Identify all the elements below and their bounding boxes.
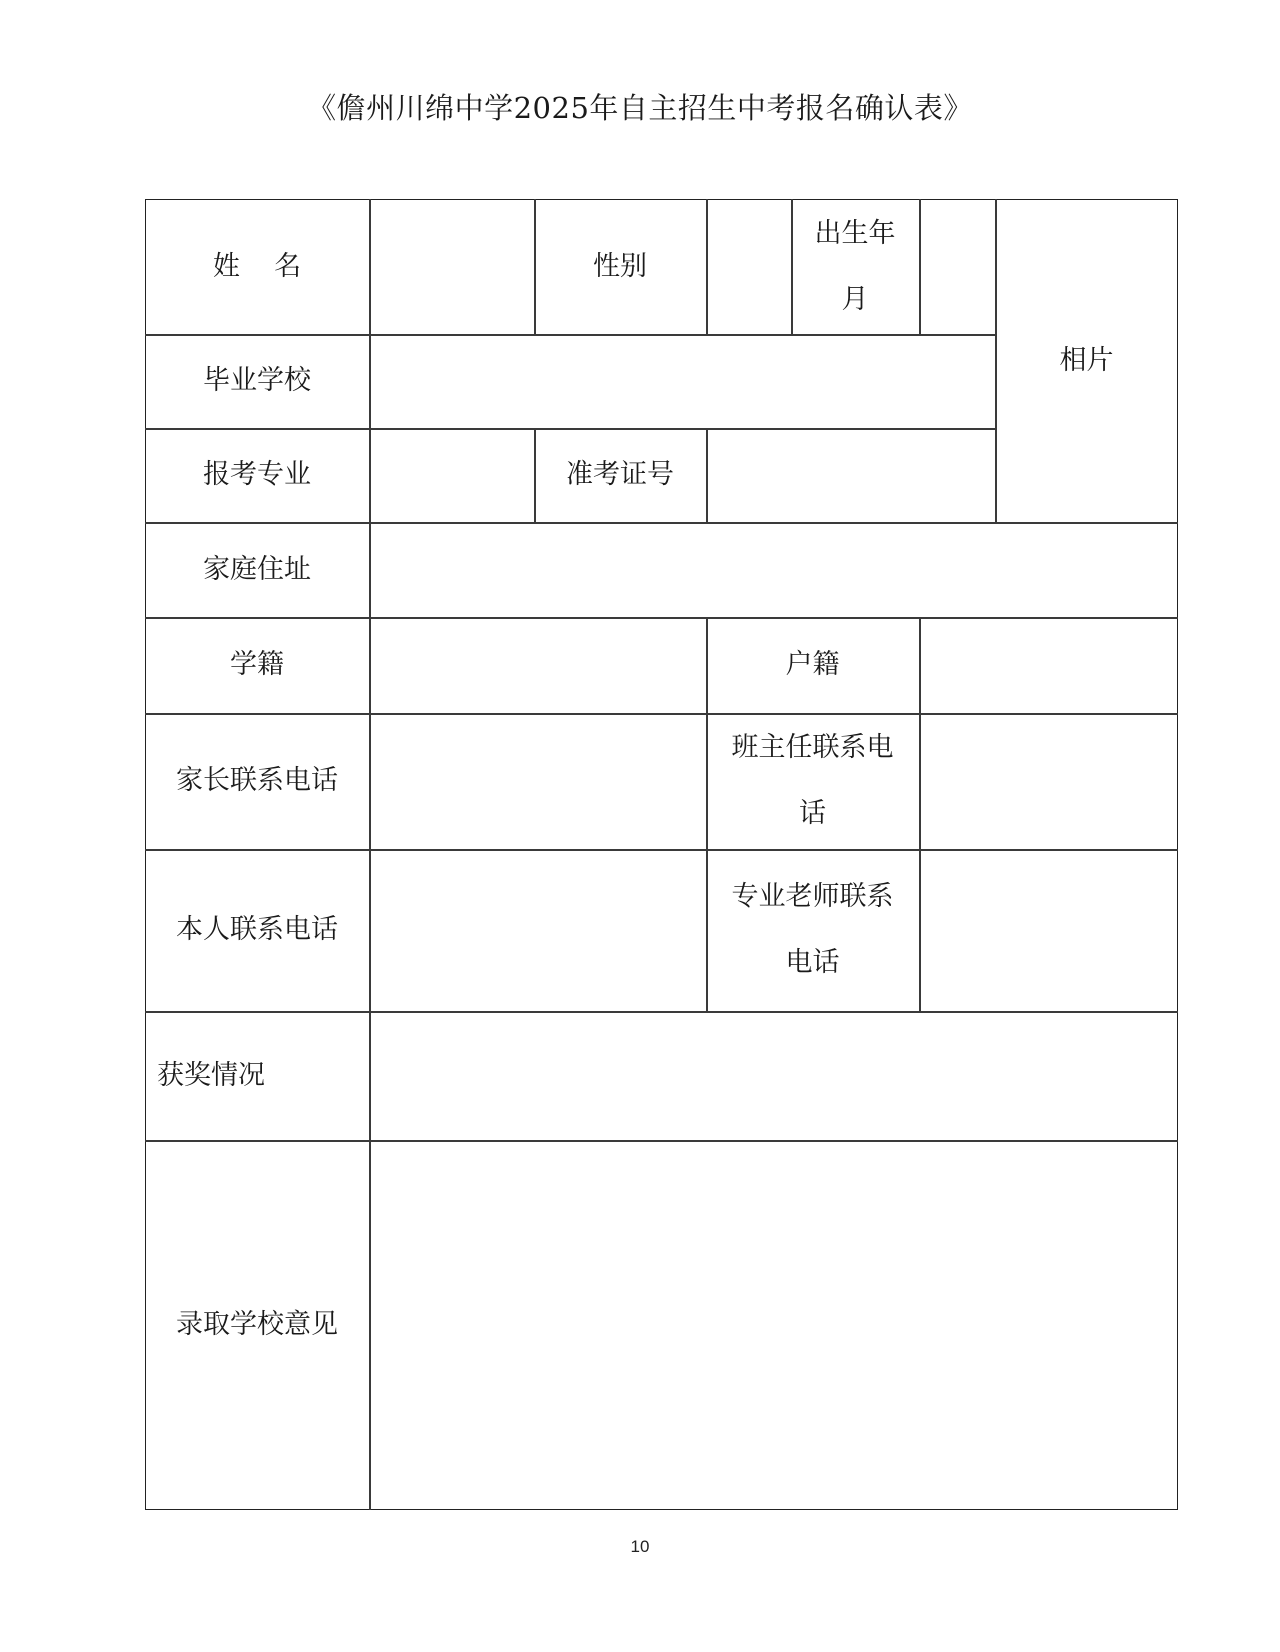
- address-field[interactable]: [369, 522, 1178, 617]
- label-exam-ticket: 准考证号: [566, 459, 674, 490]
- photo-box[interactable]: [995, 199, 1178, 522]
- label-major: 报考专业: [203, 459, 311, 490]
- label-major-teacher-phone: 专业老师联系 电话: [731, 881, 894, 978]
- label-teacher-phone: 班主任联系电 话: [731, 732, 894, 829]
- label-awards: 获奖情况: [157, 1059, 265, 1091]
- label-birth: 出生年 月: [814, 217, 896, 315]
- student-status-field[interactable]: [369, 617, 706, 713]
- household-field[interactable]: [919, 617, 1178, 713]
- major-teacher-phone-field[interactable]: [919, 849, 1178, 1011]
- teacher-phone-field[interactable]: [919, 713, 1178, 849]
- label-address: 家庭住址: [203, 553, 311, 585]
- awards-field[interactable]: [369, 1011, 1178, 1140]
- name-field[interactable]: [369, 199, 534, 334]
- label-admission-opinion: 录取学校意见: [176, 1309, 338, 1340]
- self-phone-field[interactable]: [369, 849, 706, 1011]
- label-photo: 相片: [1059, 344, 1114, 376]
- label-gender: 性别: [593, 250, 647, 282]
- admission-opinion-field[interactable]: [369, 1140, 1178, 1510]
- exam-ticket-field[interactable]: [706, 428, 995, 522]
- graduate-school-field[interactable]: [369, 334, 995, 428]
- birth-field[interactable]: [919, 199, 995, 334]
- document-title: 《儋州川绵中学2025年自主招生中考报名确认表》: [307, 91, 973, 125]
- label-student-status: 学籍: [230, 649, 284, 680]
- label-household: 户籍: [785, 649, 840, 680]
- page-number: 10: [630, 1537, 650, 1556]
- label-graduate-school: 毕业学校: [203, 365, 311, 396]
- parent-phone-field[interactable]: [369, 713, 706, 849]
- label-self-phone: 本人联系电话: [176, 914, 338, 945]
- label-parent-phone: 家长联系电话: [176, 765, 338, 796]
- major-field[interactable]: [369, 428, 534, 522]
- label-name: 姓 名: [212, 250, 302, 282]
- gender-field[interactable]: [706, 199, 791, 334]
